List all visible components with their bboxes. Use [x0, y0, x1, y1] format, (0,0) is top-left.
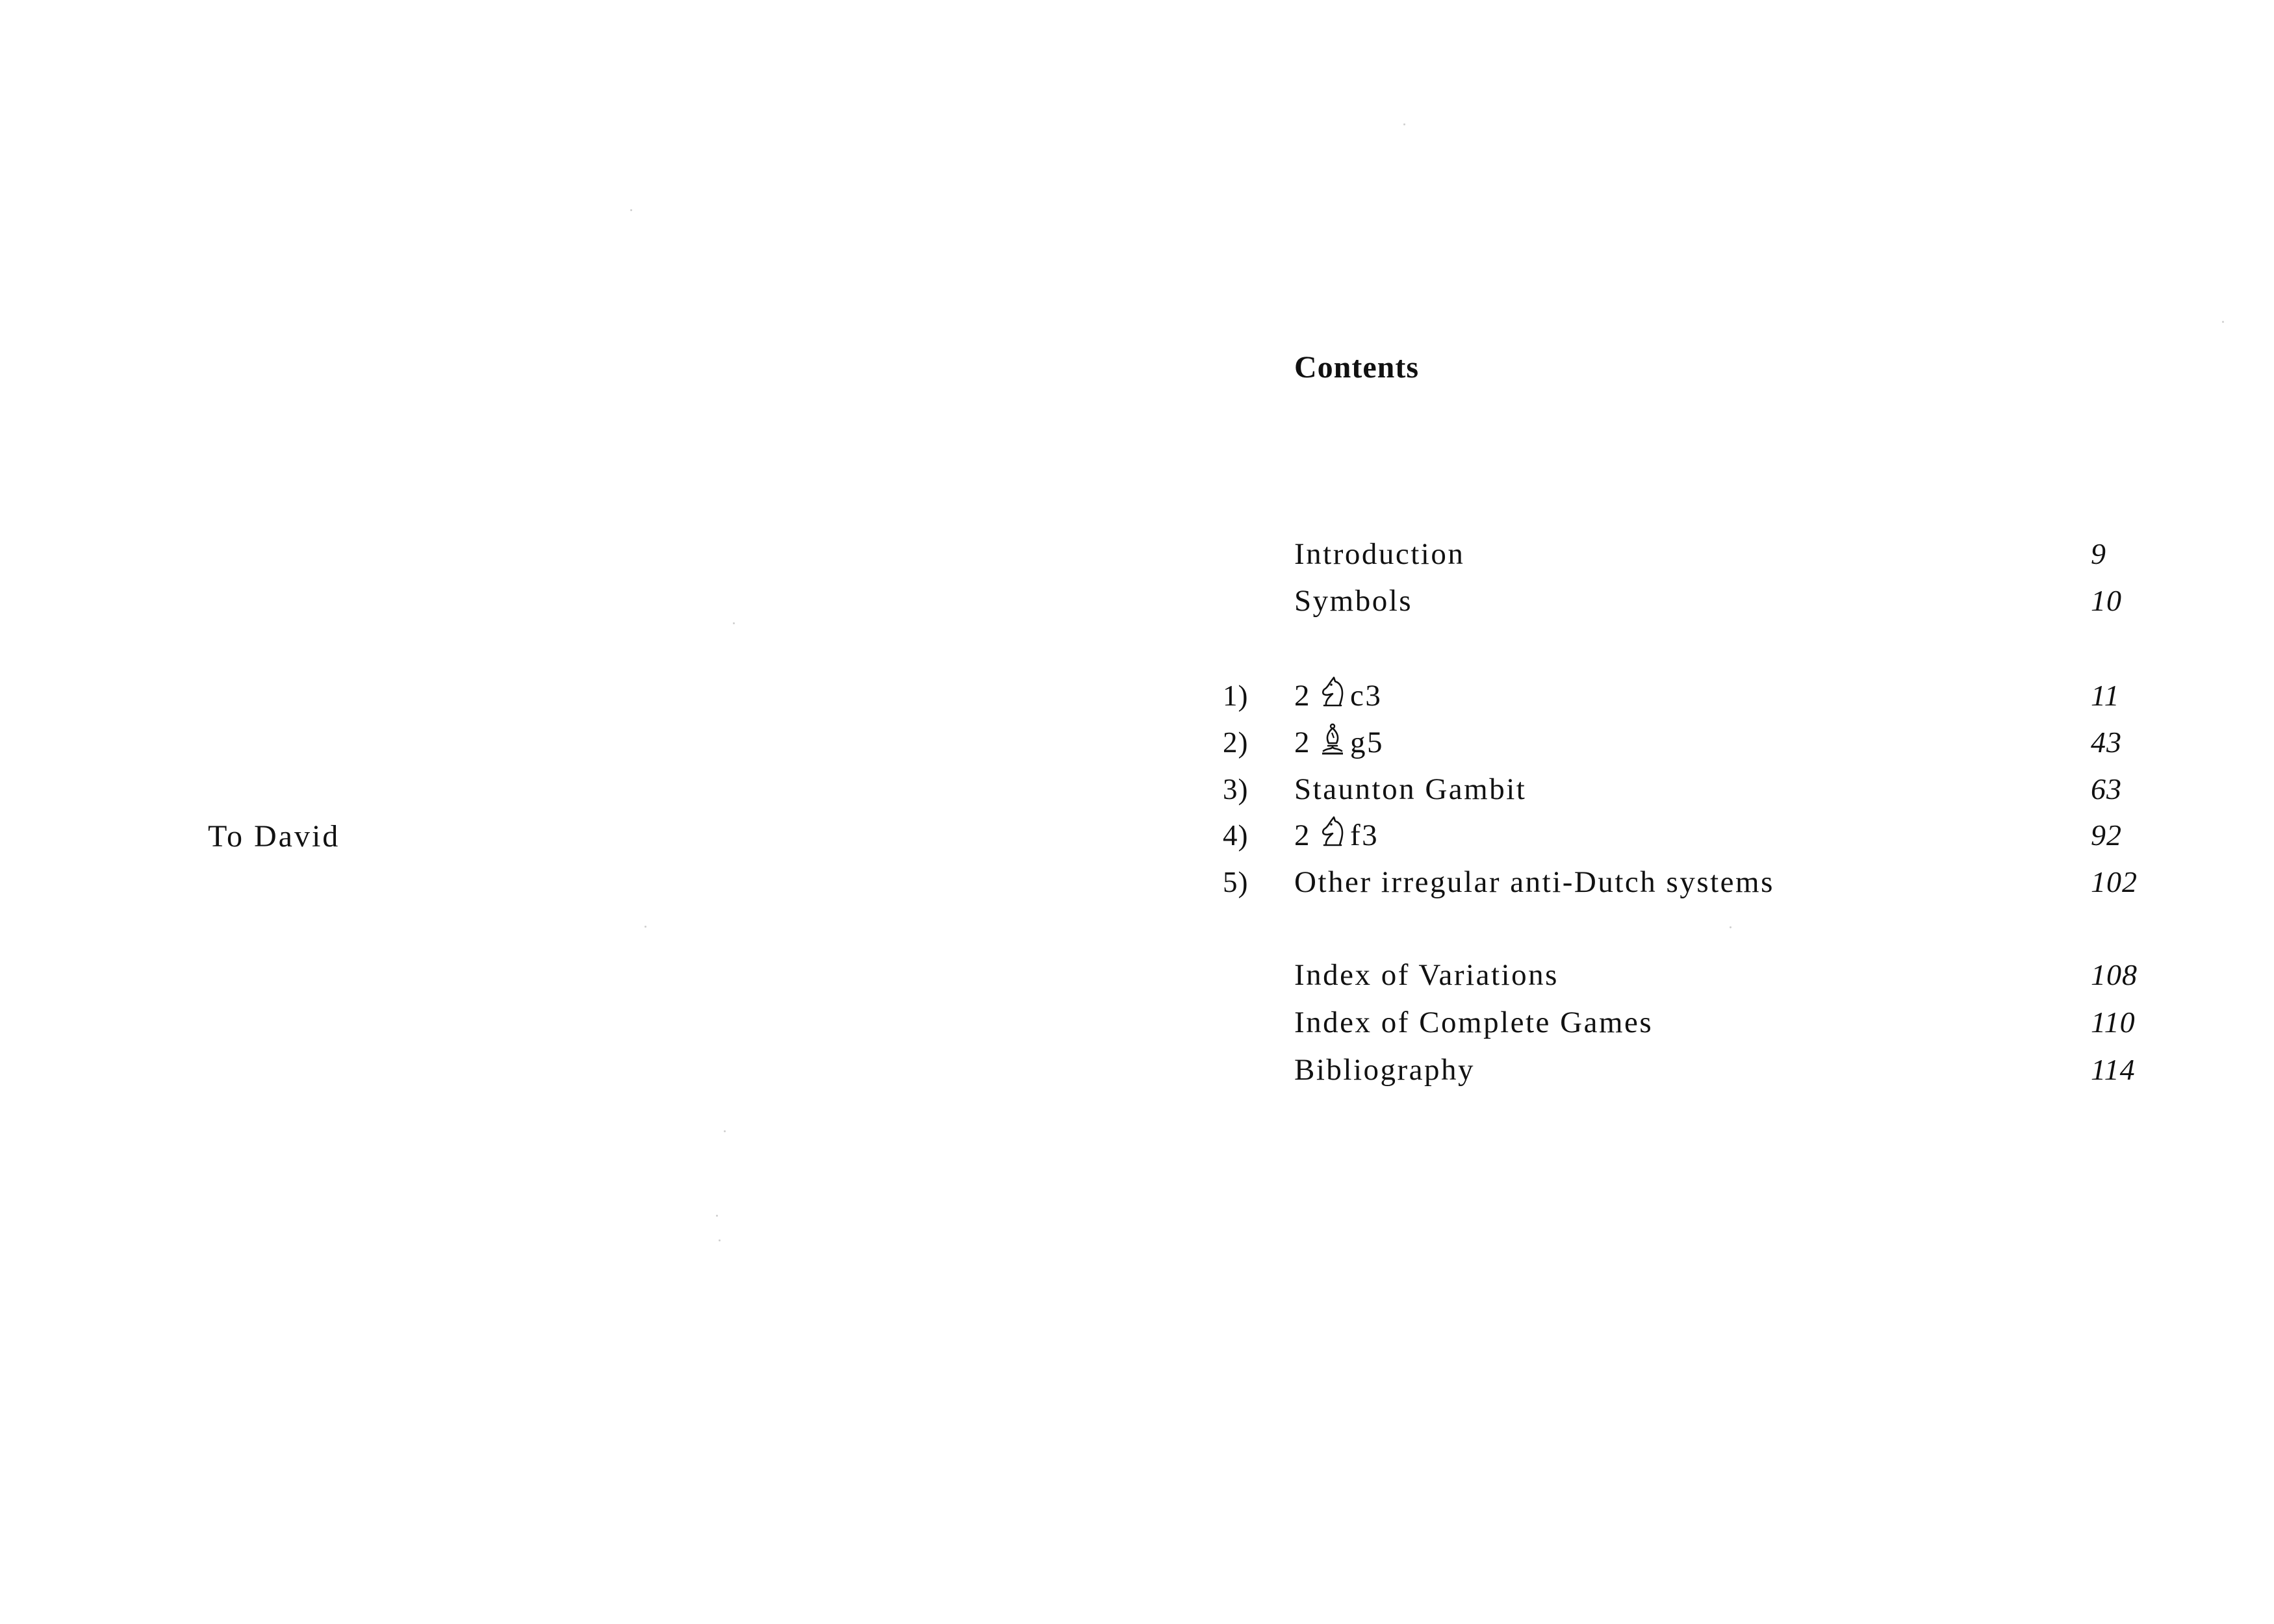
toc-entry-title: Introduction	[1294, 537, 1465, 571]
toc-chapter-1[interactable]	[0, 674, 2274, 717]
toc-entry-title	[1294, 674, 1382, 717]
toc-page-number: 110	[2091, 1006, 2136, 1039]
knight-icon	[1315, 676, 1350, 709]
scan-speck	[716, 1215, 718, 1217]
chapter-number: 1)	[1223, 679, 1249, 712]
toc-chapter-5[interactable]	[0, 861, 2274, 904]
bishop-icon	[1315, 722, 1350, 756]
scan-speck	[630, 209, 632, 211]
toc-page-number: 114	[2091, 1053, 2136, 1086]
toc-page-number: 102	[2091, 865, 2138, 898]
scan-speck	[724, 1130, 726, 1132]
knight-icon	[1315, 815, 1350, 849]
scan-speck	[645, 926, 646, 928]
toc-page-number: 10	[2091, 584, 2122, 617]
toc-entry-index-of-complete-games[interactable]	[0, 1001, 2274, 1044]
toc-entry-title	[1294, 721, 1384, 764]
toc-entry-title: Index of Variations	[1294, 958, 1559, 992]
move-number: 2	[1294, 679, 1311, 713]
chapter-number: 3)	[1223, 773, 1249, 806]
toc-entry-introduction[interactable]	[0, 533, 2274, 576]
toc-entry-title: Index of Complete Games	[1294, 1006, 1654, 1039]
scan-speck	[1730, 926, 1731, 928]
toc-chapter-4[interactable]	[0, 814, 2274, 857]
toc-page-number: 9	[2091, 537, 2106, 570]
toc-page-number: 92	[2091, 818, 2122, 852]
toc-page-number: 43	[2091, 726, 2122, 759]
move-number: 2	[1294, 726, 1311, 759]
toc-entry-title: Staunton Gambit	[1294, 772, 1527, 806]
dedication-text: To David	[208, 819, 340, 854]
toc-chapter-3[interactable]	[0, 768, 2274, 811]
chapter-number: 4)	[1223, 819, 1249, 852]
toc-entry-title: Bibliography	[1294, 1053, 1476, 1087]
toc-chapter-2[interactable]	[0, 721, 2274, 764]
contents-heading: Contents	[1294, 350, 1420, 385]
scan-speck	[733, 622, 735, 624]
toc-entry-bibliography[interactable]	[0, 1048, 2274, 1091]
scan-speck	[719, 1239, 721, 1241]
toc-entry-title: Other irregular anti-Dutch systems	[1294, 865, 1774, 899]
move-square: g5	[1350, 726, 1384, 759]
chapter-number: 2)	[1223, 726, 1249, 759]
toc-entry-title: Symbols	[1294, 584, 1413, 618]
move-square: c3	[1350, 679, 1383, 713]
move-square: f3	[1350, 818, 1379, 852]
toc-entry-title	[1294, 814, 1379, 857]
move-number: 2	[1294, 818, 1311, 852]
toc-entry-index-of-variations[interactable]	[0, 954, 2274, 996]
toc-entry-symbols[interactable]	[0, 579, 2274, 622]
scan-speck	[2222, 321, 2224, 323]
toc-page-number: 11	[2091, 679, 2120, 712]
chapter-number: 5)	[1223, 866, 1249, 898]
toc-page-number: 63	[2091, 772, 2122, 806]
toc-page-number: 108	[2091, 958, 2138, 991]
scan-speck	[1403, 123, 1405, 125]
